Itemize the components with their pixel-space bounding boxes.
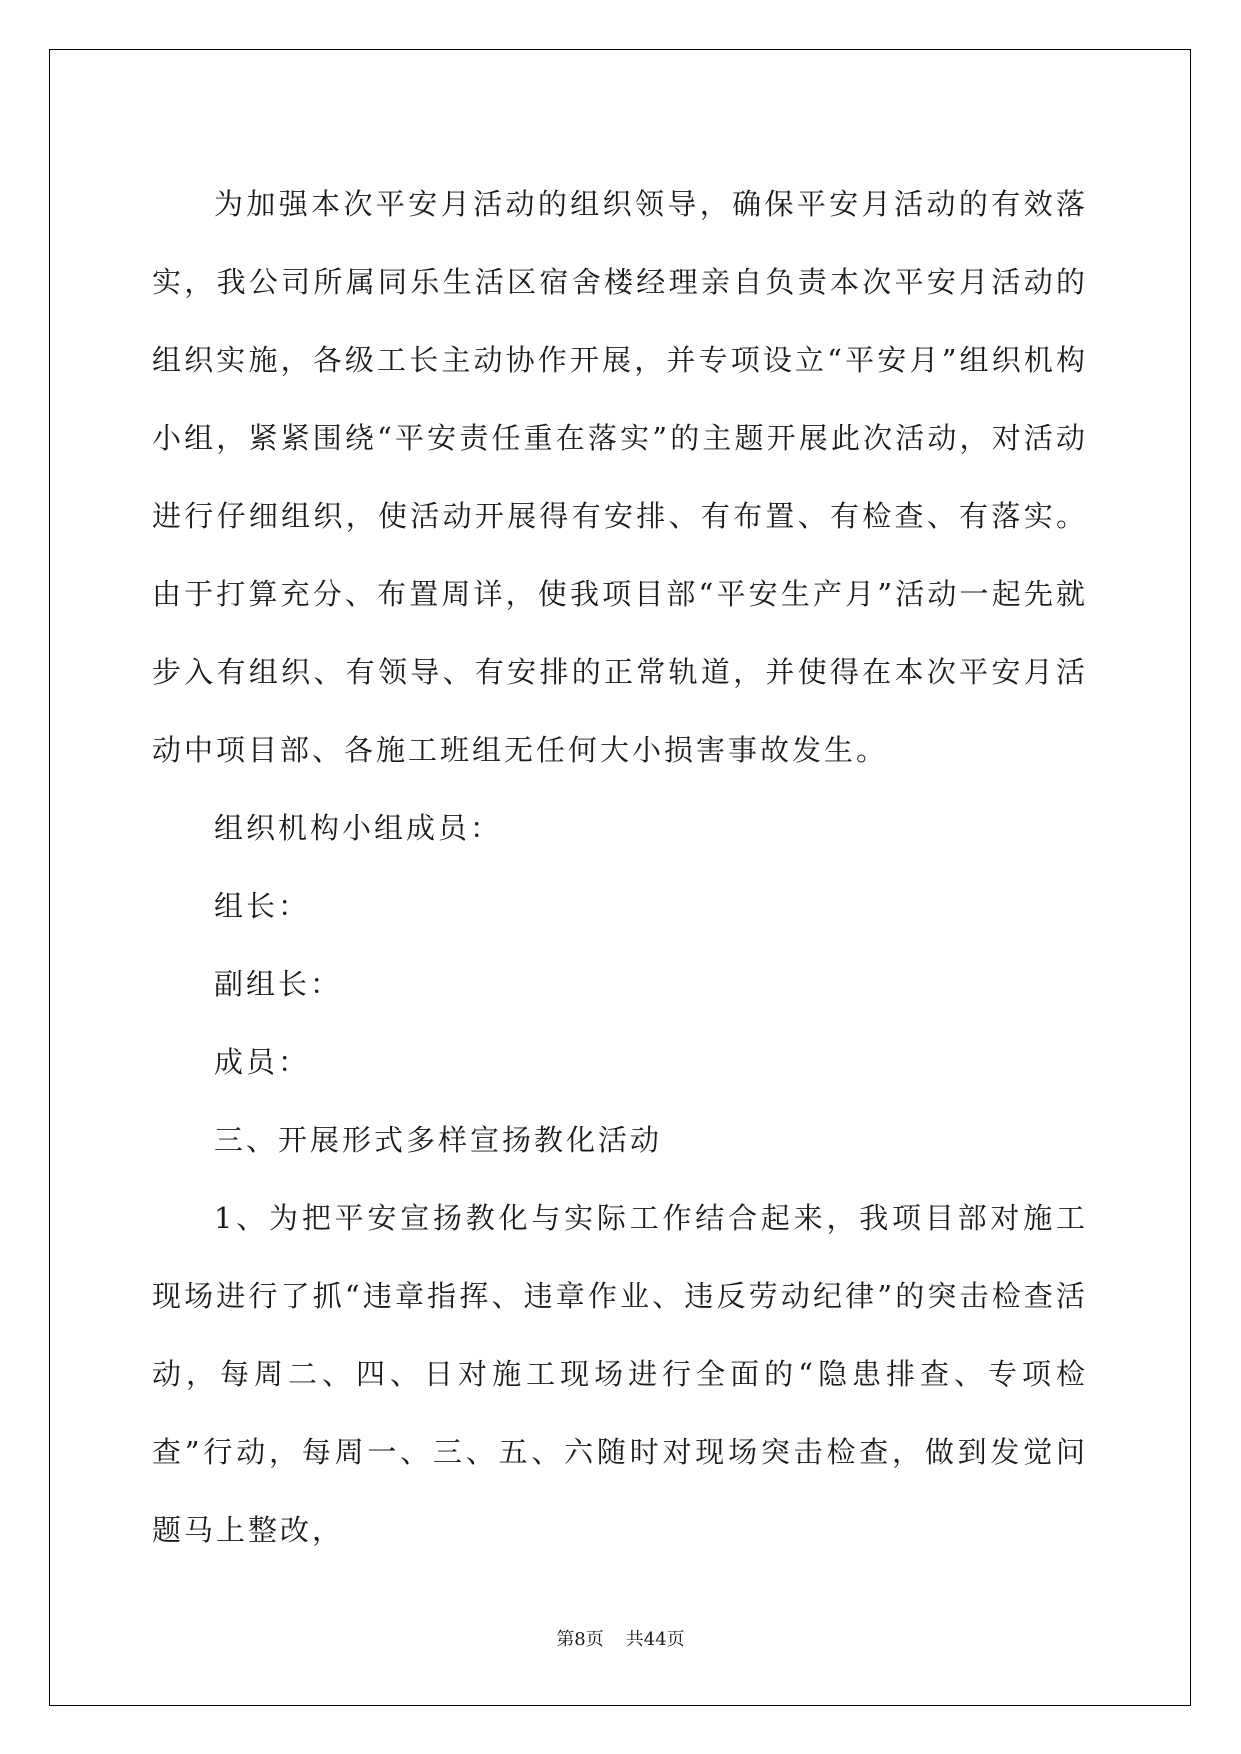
section-heading-three: 三、开展形式多样宣扬教化活动 (214, 1123, 663, 1157)
paragraph-item-one: 1、为把平安宣扬教化与实际工作结合起来，我项目部对施工现场进行了抓“违章指挥、违章作业、违反劳动纪律”的突击检查活动，每周二、四、日对施工现场进行全面的“隐患排查、专项检查”行动，每周一、三、五、六随时对现场突击检查，做到发觉问题马上整改， (152, 1201, 1088, 1547)
paragraph-members: 成员： (214, 1045, 311, 1079)
paragraph-members-heading: 组织机构小组成员： (214, 811, 503, 845)
page-footer (0, 1628, 1241, 1652)
paragraph-leadership: 为加强本次平安月活动的组织领导，确保平安月活动的有效落实，我公司所属同乐生活区宿舍楼经理亲自负责本次平安月活动的组织实施，各级工长主动协作开展，并专项设立“平安月”组织机构小组，紧紧围绕“平安责任重在落实”的主题开展此次活动，对活动进行仔细组织，使活动开展得有安排、有布置、有检查、有落实。由于打算充分、布置周详，使我项目部“平安生产月”活动一起先就步入有组织、有领导、有安排的正常轨道，并使得在本次平安月活动中项目部、各施工班组无任何大小损害事故发生。 (152, 187, 1088, 767)
page-total: 共44页 (625, 1629, 685, 1650)
page-number: 第8页 (556, 1629, 604, 1650)
paragraph-deputy-leader: 副组长： (214, 967, 343, 1001)
document-body (152, 165, 1088, 1569)
paragraph-leader: 组长： (214, 889, 311, 923)
